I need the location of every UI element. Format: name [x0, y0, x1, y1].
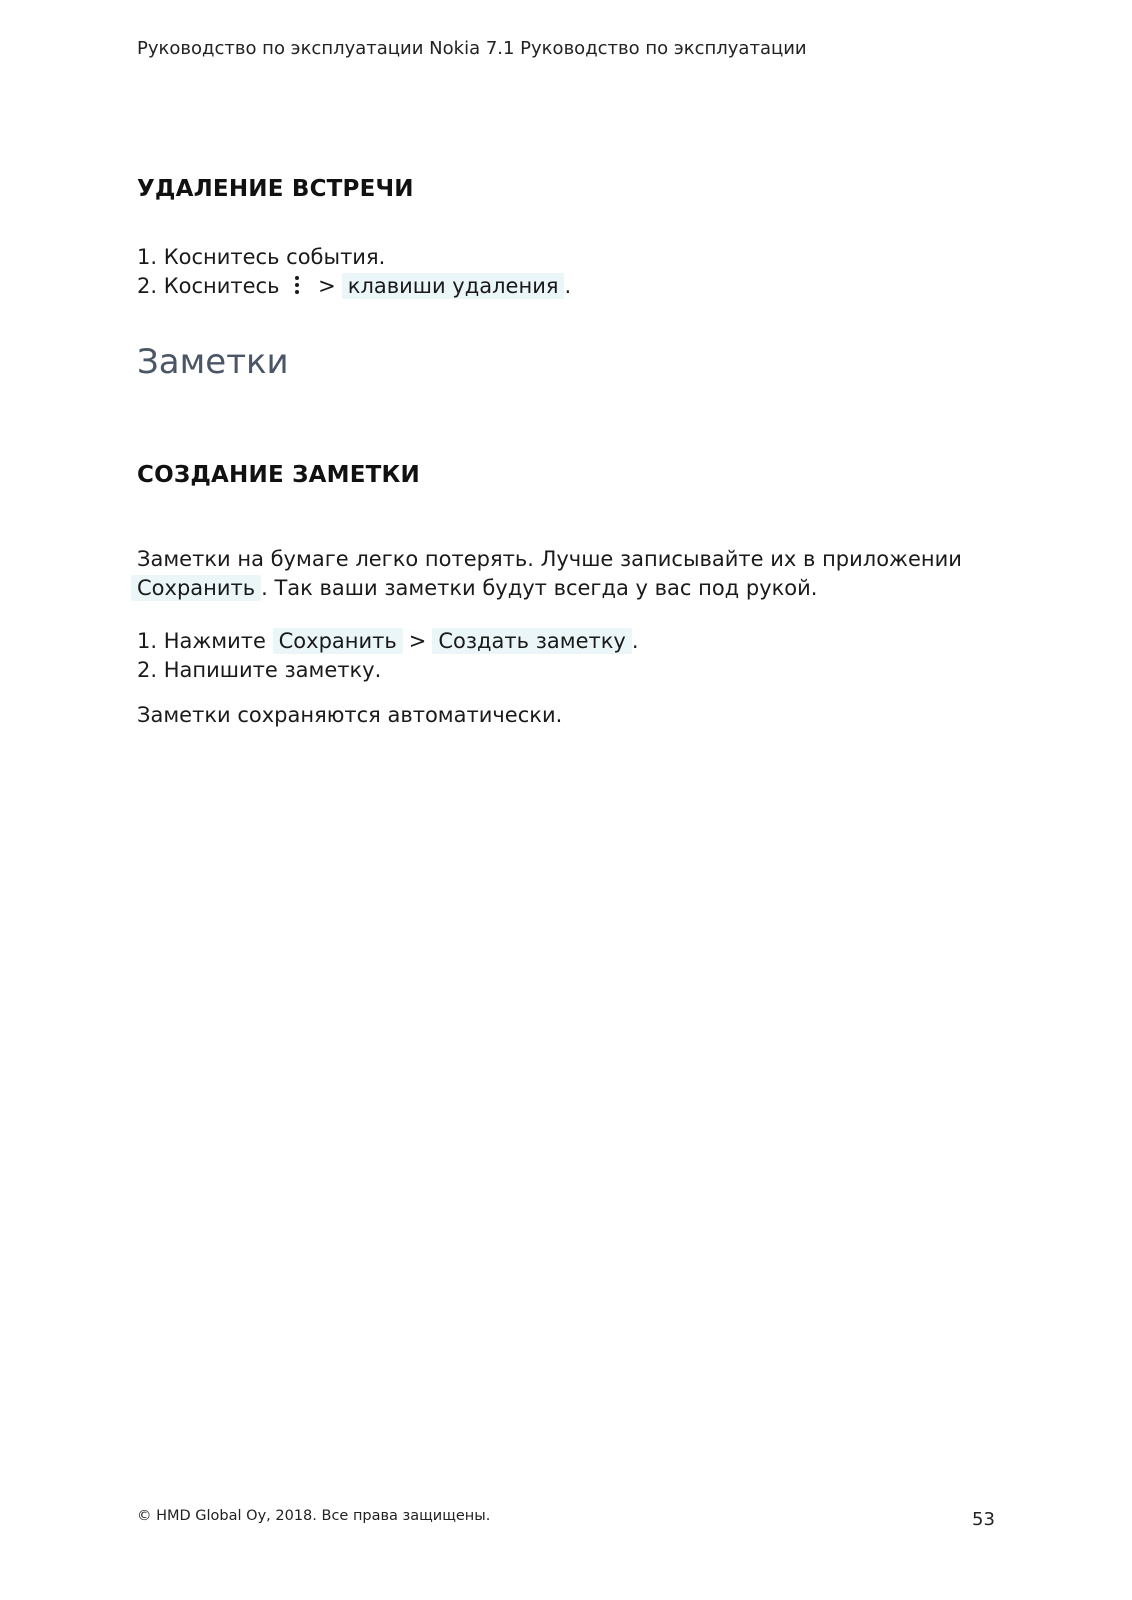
- create-step-2: 2. Напишите заметку.: [137, 658, 382, 682]
- autosave-note: Заметки сохраняются автоматически.: [137, 703, 563, 727]
- step-end-period: .: [631, 629, 639, 653]
- create-step-1-prefix: 1. Нажмите: [137, 629, 266, 653]
- section-heading-delete-meeting: УДАЛЕНИЕ ВСТРЕЧИ: [137, 176, 414, 202]
- notes-intro-rest: . Так ваши заметки будут всегда у вас под рукой.: [261, 576, 818, 600]
- delete-step-2: [137, 272, 571, 301]
- app-name-tag: Сохранить: [273, 628, 403, 654]
- step-separator: >: [408, 629, 427, 653]
- chapter-title-notes: Заметки: [137, 342, 289, 382]
- notes-intro-line-1: Заметки на бумаге легко потерять. Лучше записывайте их в приложении: [137, 547, 962, 571]
- create-step-1: [137, 627, 639, 656]
- delete-step-1: 1. Коснитесь события.: [137, 245, 386, 269]
- footer-copyright: © HMD Global Oy, 2018. Все права защищены.: [137, 1508, 491, 1524]
- section-heading-create-note: СОЗДАНИЕ ЗАМЕТКИ: [137, 462, 420, 488]
- more-vertical-icon: [288, 275, 306, 295]
- delete-step-2-prefix: 2. Коснитесь: [137, 274, 280, 298]
- app-name-tag: Сохранить: [131, 575, 261, 601]
- step-separator: >: [318, 274, 336, 298]
- notes-intro-line-2: [131, 574, 817, 603]
- page-header: Руководство по эксплуатации Nokia 7.1 Руководство по эксплуатации: [137, 38, 807, 59]
- step-end-period: .: [564, 274, 572, 298]
- delete-key-label: клавиши удаления: [342, 273, 565, 299]
- page-number: 53: [972, 1509, 995, 1530]
- create-note-action-tag: Создать заметку: [432, 628, 632, 654]
